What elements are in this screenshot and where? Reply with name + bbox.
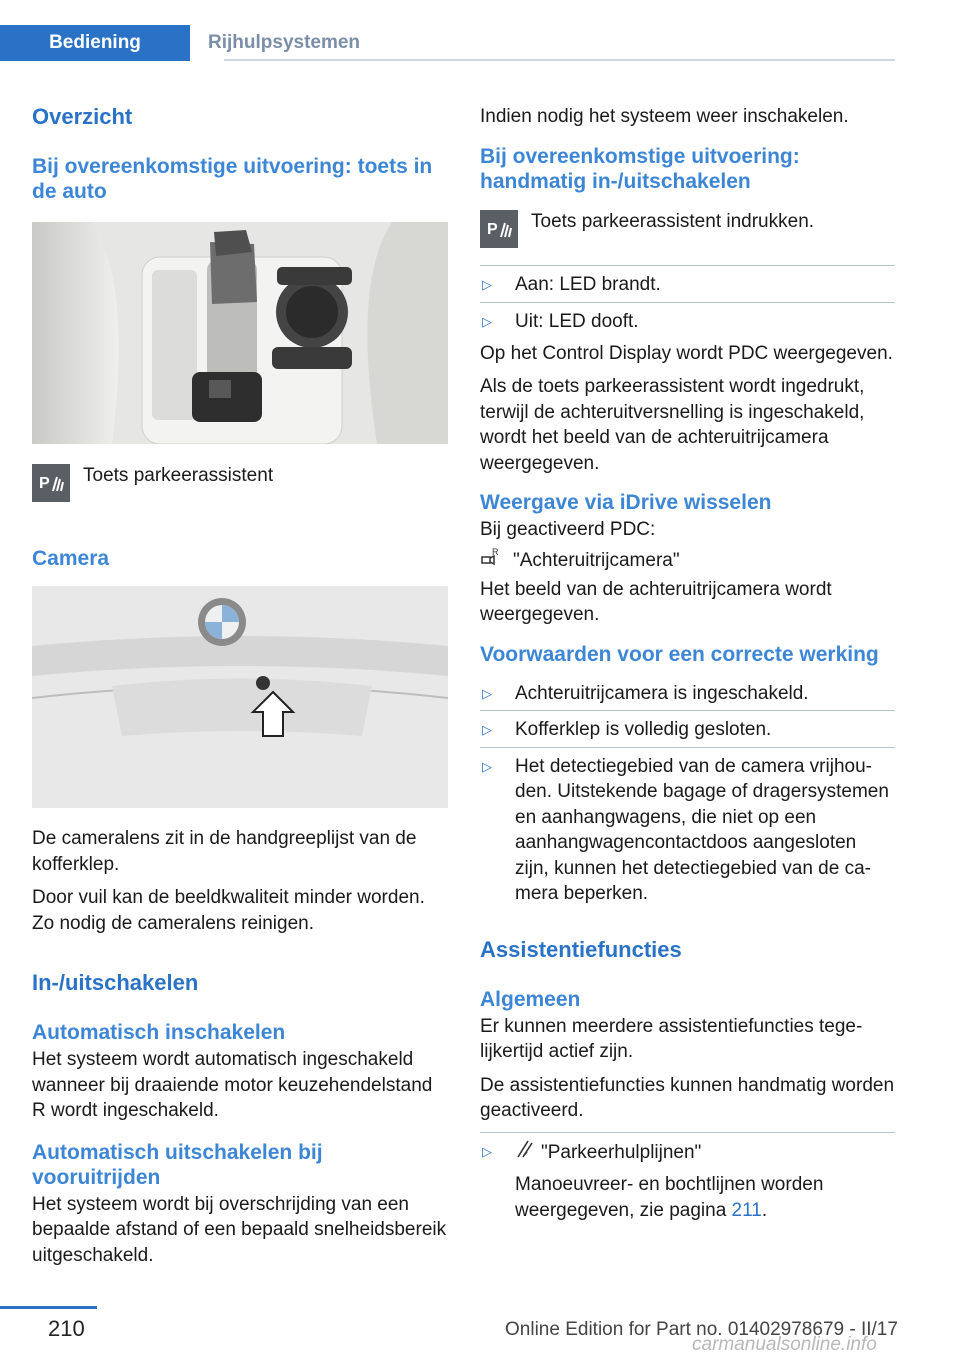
watermark: carmanualsonline.info	[692, 1334, 877, 1355]
triangle-bullet-icon: ▷	[482, 758, 492, 774]
button-caption-row	[32, 464, 448, 502]
header-tabs	[0, 25, 376, 61]
header-rule	[224, 59, 895, 61]
console-illustration	[32, 222, 448, 444]
svg-text:R: R	[492, 546, 499, 557]
list-item	[480, 266, 895, 303]
tab-rijhulpsystemen[interactable]: Rijhulpsystemen	[190, 25, 376, 61]
menu-camera-label: "Achteruitrijcamera"	[513, 549, 680, 571]
parking-lines-icon	[515, 1139, 541, 1167]
trunk-camera-photo	[32, 586, 448, 808]
heading-camera: Camera	[32, 547, 110, 570]
menu-item-camera	[480, 547, 895, 574]
triangle-bullet-icon: ▷	[482, 1143, 492, 1159]
console-photo	[32, 222, 448, 444]
heading-idrive-switch: Weergave via iDrive wisselen	[480, 491, 772, 514]
press-button-row	[480, 210, 895, 248]
list-item	[480, 303, 895, 339]
footer-rule	[0, 1306, 97, 1309]
heading-in-uitschakelen: In-/uitschakelen	[32, 970, 199, 995]
parking-assistant-icon	[32, 464, 70, 502]
period: .	[761, 1199, 768, 1221]
camera-clean-text: Door vuil kan de beeldkwaliteit minder worden. Zo nodig de cameralens reinigen.	[32, 887, 425, 934]
heading-conditions: Voorwaarden voor een correcte werking	[480, 642, 879, 666]
list-item	[480, 1133, 895, 1228]
reenable-text: Indien nodig het systeem weer inschakelen.	[480, 106, 849, 127]
svg-text:P: P	[39, 475, 50, 492]
manual-activate-text: De assistentiefuncties kunnen handmatig worden geactiveerd.	[480, 1074, 895, 1121]
trunk-illustration	[32, 586, 448, 808]
heading-overzicht: Overzicht	[32, 104, 133, 129]
led-on-text: Aan: LED brandt.	[515, 273, 661, 295]
heading-assistentiefuncties: Assistentiefuncties	[480, 936, 682, 962]
online-edition-text: Online Edition for Part no. 01402978679 - II/17	[505, 1319, 898, 1340]
heading-algemeen: Algemeen	[480, 987, 581, 1011]
parking-assistant-icon	[480, 210, 518, 248]
tab-bediening[interactable]: Bediening	[0, 25, 190, 61]
pdc-display-text: Op het Control Display wordt PDC weergegeven.	[480, 342, 893, 364]
caption-parking-button: Toets parkeerassistent	[83, 465, 274, 486]
svg-text:P: P	[487, 220, 498, 238]
camera-location-text: De cameralens zit in de handgreeplijst van de kofferklep.	[32, 828, 417, 875]
heading-auto-inschakelen: Automatisch inschakelen	[32, 1021, 286, 1044]
heading-button-in-car: Bij overeenkomstige uitvoering: toets in de auto	[32, 155, 433, 203]
page-ref-link[interactable]: 211	[731, 1199, 762, 1221]
led-off-text: Uit: LED dooft.	[515, 311, 639, 332]
auto-uit-text: Het systeem wordt bij overschrijding van een bepaalde afstand of een bepaald snelheidsbereik uitgeschakeld.	[32, 1193, 447, 1266]
condition-3-text: Het detectiegebied van de camera vrijhouden. Uitstekende bagage of dragersystemen en aanhangwagens, die niet op een aanhangwagencontactdoos aangesloten zijn, kunnen het detectiegebied van de camera beperken.	[515, 755, 889, 904]
parking-lines-label: "Parkeerhulplijnen"	[541, 1141, 702, 1163]
heading-auto-uitschakelen: Automatisch uitschakelen bij vooruitrijden	[32, 1140, 323, 1189]
triangle-bullet-icon: ▷	[482, 722, 492, 737]
left-column	[32, 100, 448, 1268]
press-button-text: Toets parkeerassistent indrukken.	[531, 210, 815, 232]
list-item	[480, 675, 895, 711]
reverse-camera-icon	[480, 547, 513, 574]
parking-lines-desc: Manoeuvreer- en bochtlijnen worden weergegeven, zie pagina	[515, 1174, 824, 1221]
condition-1-text: Achteruitrijcamera is ingeschakeld.	[515, 682, 809, 704]
auto-in-text: Het systeem wordt automatisch ingeschakeld wanneer bij draaiende motor keuzehendelstand R wordt ingeschakeld.	[32, 1049, 433, 1121]
reverse-camera-text: Als de toets parkeerassistent wordt ingedrukt, terwijl de achteruitversnelling is ingeschakeld, wordt het beeld van de achteruitrijcamera weergegeven.	[480, 376, 865, 474]
heading-manual-toggle: Bij overeenkomstige uitvoering: handmatig in-/uitschakelen	[480, 144, 800, 193]
page-number: 210	[48, 1316, 85, 1341]
right-column	[480, 100, 895, 1227]
triangle-bullet-icon: ▷	[482, 314, 492, 329]
camera-image-shown-text: Het beeld van de achteruitrijcamera wordt weergegeven.	[480, 578, 832, 625]
pdc-active-text: Bij geactiveerd PDC:	[480, 519, 656, 540]
list-item	[480, 748, 895, 911]
condition-2-text: Kofferklep is volledig gesloten.	[515, 719, 772, 740]
triangle-bullet-icon: ▷	[482, 276, 492, 292]
multiple-functions-text: Er kunnen meerdere assistentiefuncties tegelijkertijd actief zijn.	[480, 1015, 863, 1062]
list-item	[480, 711, 895, 747]
triangle-bullet-icon: ▷	[482, 685, 492, 701]
